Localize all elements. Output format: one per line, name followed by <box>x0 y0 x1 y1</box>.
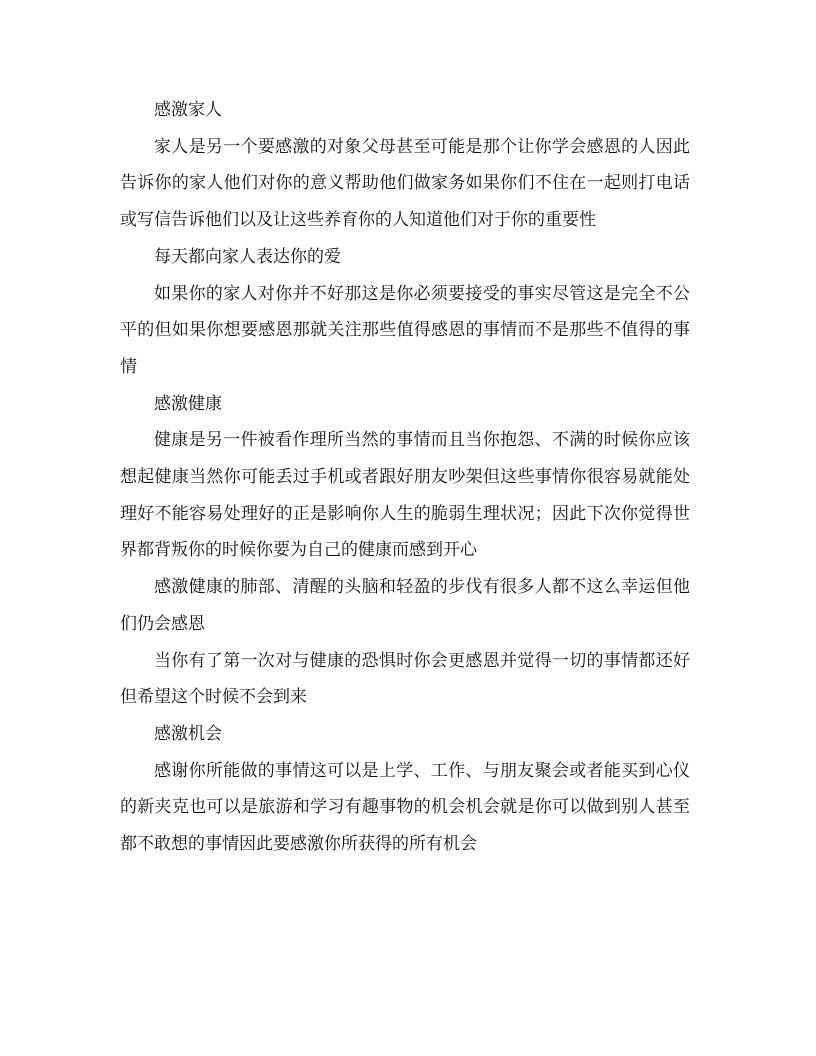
paragraph-opportunity: 感谢你所能做的事情这可以是上学、工作、与朋友聚会或者能买到心仪的新夹克也可以是旅游和学习有趣事物的机会机会就是你可以做到别人甚至都不敢想的事情因此要感激你所获得的所有机会 <box>120 760 690 855</box>
section-heading-health: 感激健康 <box>154 393 222 414</box>
paragraph-family-acceptance: 如果你的家人对你并不好那这是你必须要接受的事实尽管这是完全不公平的但如果你想要感恩那就关注那些值得感恩的事情而不是那些不值得的事情 <box>120 283 690 377</box>
document-page <box>120 92 690 863</box>
paragraph-health-fear: 当你有了第一次对与健康的恐惧时你会更感恩并觉得一切的事情都还好但希望这个时候不会到来 <box>120 650 690 708</box>
paragraph-health-body: 感激健康的肺部、清醒的头脑和轻盈的步伐有很多人都不这么幸运但他们仍会感恩 <box>120 577 690 634</box>
section-heading-family: 感激家人 <box>154 100 222 120</box>
section-heading-love-family: 每天都向家人表达你的爱 <box>154 246 341 267</box>
paragraph-family: 家人是另一个要感激的对象父母甚至可能是那个让你学会感恩的人因此告诉你的家人他们对你的意义帮助他们做家务如果你们不住在一起则打电话或写信告诉他们以及让这些养育你的人知道他们对于你的重要性 <box>120 136 690 231</box>
paragraph-health: 健康是另一件被看作理所当然的事情而且当你抱怨、不满的时候你应该想起健康当然你可能丢过手机或者跟好朋友吵架但这些事情你很容易就能处理好不能容易处理好的正是影响你人生的脆弱生理状况；因此下次你觉得世界都背叛你的时候你要为自己的健康而感到开心 <box>120 430 690 561</box>
section-heading-opportunity: 感激机会 <box>154 723 222 744</box>
